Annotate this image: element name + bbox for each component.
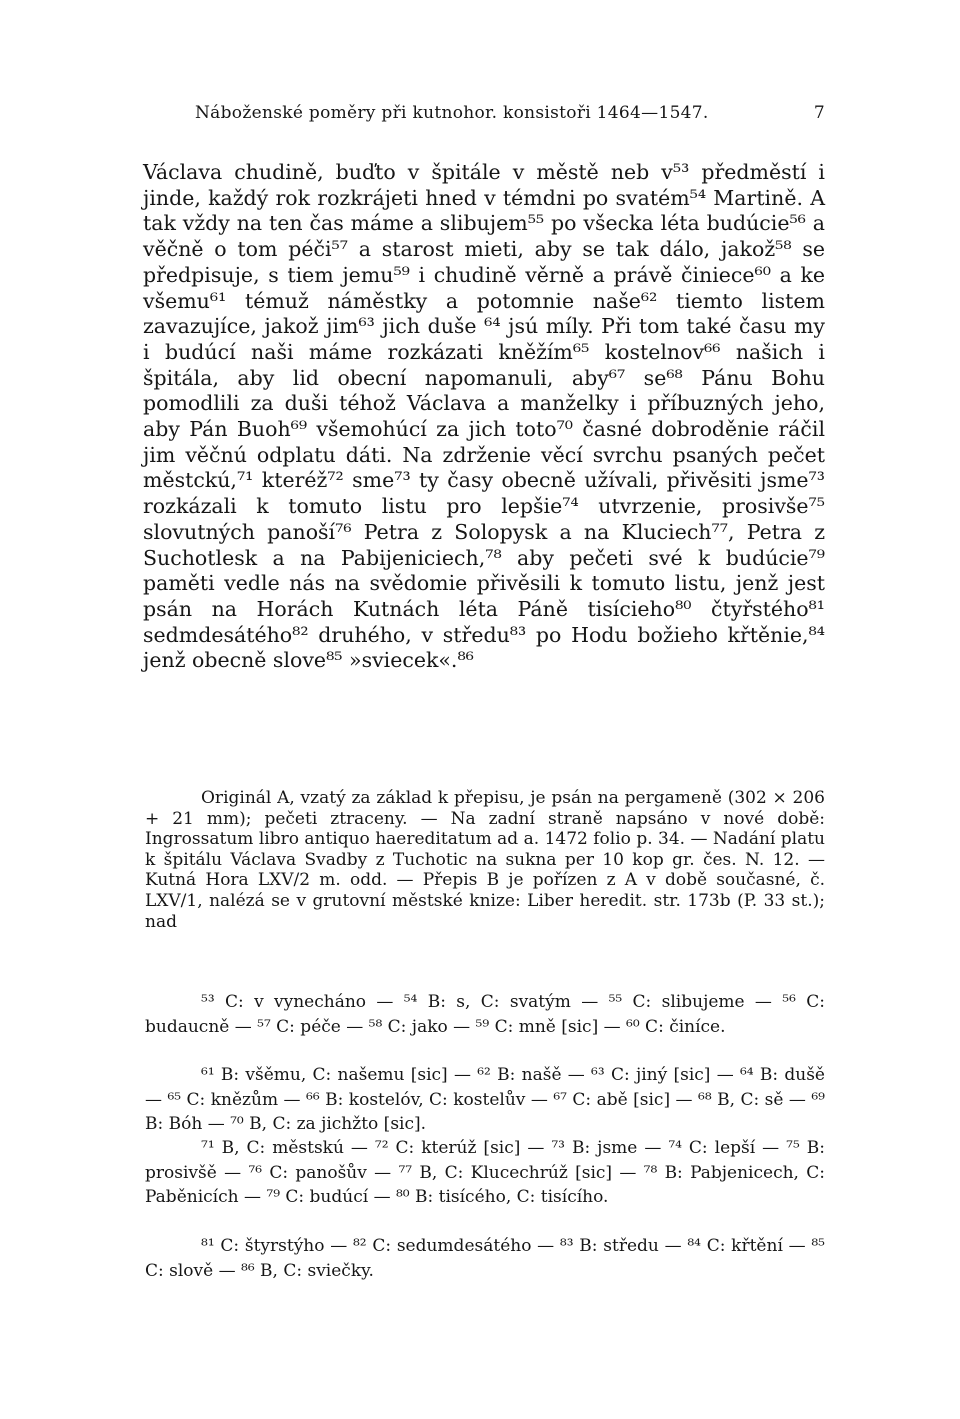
footnote-block: ⁶¹ B: všěmu, C: našemu [sic] — ⁶² B: našě — ⁶³ C: jiný [sic] — ⁶⁴ B: dušě — ⁶⁵ C: knězům — ⁶⁶ B: kostelóv, C: kostelův — ⁶⁷ C: abě [sic] — ⁶⁸ B, C: sě — ⁶⁹ B: Bóh — ⁷⁰ B, C: za jichžto [sic]. xyxy=(145,1065,825,1134)
source-note: Originál A, vzatý za základ k přepisu, je psán na pergameně (302 × 206 + 21 mm); pečeti ztraceny. — Na zadní straně napsáno v nové době: Ingrossatum libro antiquo haereditatum ad a. 1472 folio p. 34. — Nadání platu k špitálu Václava Svadby z Tuchotic na sukna per 10 kop gr. čes. N. 12. — Kutná Hora LXV/2 m. odd. — Přepis B je pořízen z A v době současné, č. LXV/1, nalézá se v grutovní městské knize: Liber heredit. str. 173b (P. 33 st.); nad xyxy=(145,788,825,932)
page-number: 7 xyxy=(813,103,825,123)
running-title: Náboženské poměry při kutnohor. konsistoři 1464—1547. xyxy=(195,103,709,123)
footnote-block: ⁷¹ B, C: městskú — ⁷² C: kterúž [sic] — ⁷³ B: jsme — ⁷⁴ C: lepší — ⁷⁵ B: prosivšě — ⁷⁶ C: panošův — ⁷⁷ B, C: Klucechrúž [sic] — ⁷⁸ B: Pabjenicech, C: Paběnicích — ⁷⁹ C: budúcí — ⁸⁰ B: tisícého, C: tisícího. xyxy=(145,1138,825,1207)
footnote-block: ⁸¹ C: štyrstýho — ⁸² C: sedumdesátého — ⁸³ B: středu — ⁸⁴ C: křtění — ⁸⁵ C: slově — ⁸⁶ B, C: sviečky. xyxy=(145,1236,825,1281)
page-header xyxy=(195,103,825,123)
footnote-block: ⁵³ C: v vynecháno — ⁵⁴ B: s, C: svatým — ⁵⁵ C: slibujeme — ⁵⁶ C: budaucně — ⁵⁷ C: péče — ⁵⁸ C: jako — ⁵⁹ C: mně [sic] — ⁶⁰ C: činíce. xyxy=(145,992,825,1037)
charter-text: Václava chudině, buďto v špitále v městě neb v⁵³ předměstí i jinde, každý rok rozkrájeti hned v témdni po svatém⁵⁴ Martině. A tak vždy na ten čas máme a slibujem⁵⁵ po všecka léta budúcie⁵⁶ a věčně o tom péči⁵⁷ a starost mieti, aby se tak dálo, jakož⁵⁸ se předpisuje, s tiem jemu⁵⁹ i chudině věrně a právě činiece⁶⁰ a ke všemu⁶¹ témuž náměstky a potomnie naše⁶² tiemto listem zavazujíce, jakož jim⁶³ jich duše ⁶⁴ jsú míly. Při tom také času my i budúcí naši máme rozkázati kněžím⁶⁵ kostelnov⁶⁶ našich i špitála, aby lid obecní napomanuli, aby⁶⁷ se⁶⁸ Pánu Bohu pomodlili za duši téhož Václava a manželky i příbuzných jeho, aby Pán Buoh⁶⁹ všemohúcí za jich toto⁷⁰ časné dobroděnie ráčil jim věčnú odplatu dáti. Na zdrženie věcí svrchu psaných pečet městckú,⁷¹ kteréž⁷² sme⁷³ ty časy obecně užívali, přivěsiti jsme⁷³ rozkázali k tomuto listu pro lepšie⁷⁴ utvrzenie, prosivše⁷⁵ slovutných panoší⁷⁶ Petra z Solopysk a na Kluciech⁷⁷, Petra z Suchotlesk a na Pabijeniciech,⁷⁸ aby pečeti své k budúcie⁷⁹ paměti vedle nás na svědomie přivěsili k tomuto listu, jenž jest psán na Horách Kutnách léta Páně tisícieho⁸⁰ čtyřstého⁸¹ sedmdesátého⁸² druhého, v středu⁸³ po Hodu božieho křtěnie,⁸⁴ jenž obecně slove⁸⁵ »sviecek«.⁸⁶ xyxy=(143,160,825,673)
